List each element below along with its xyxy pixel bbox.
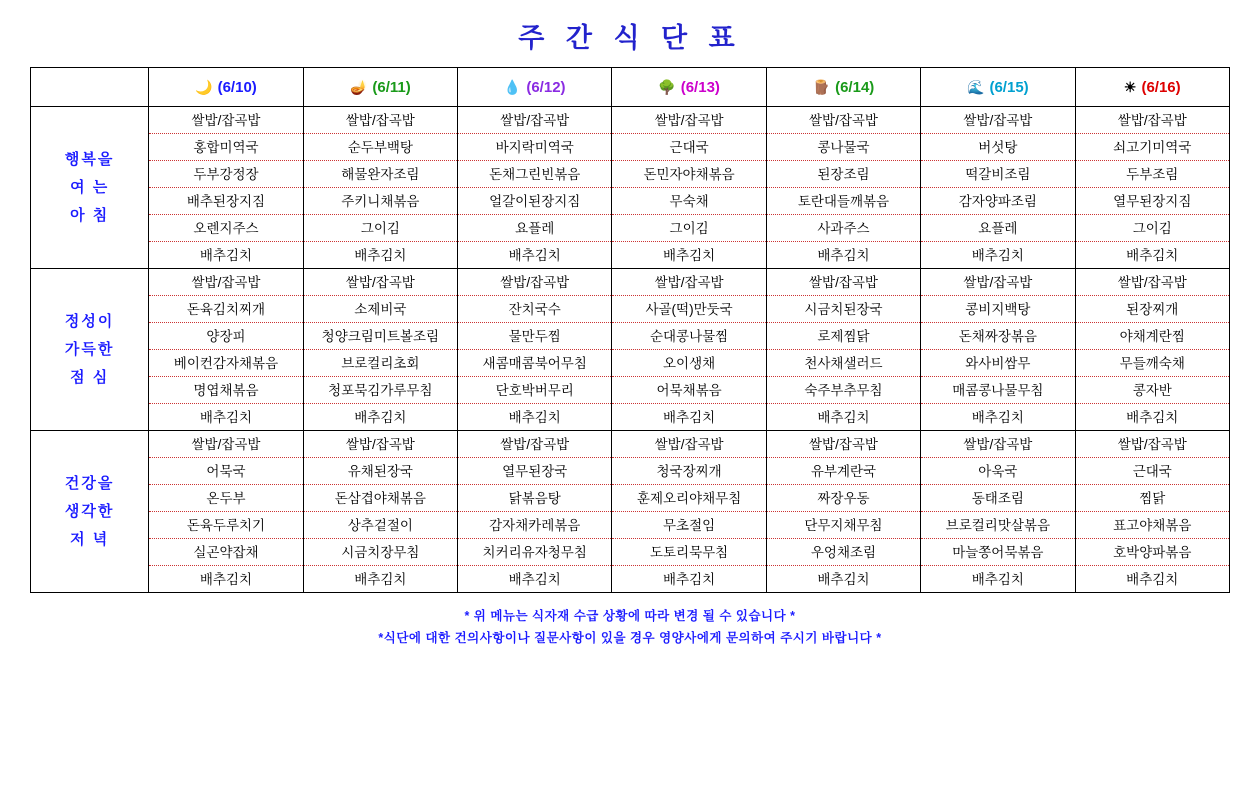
- meal-item: 시금치장무침: [304, 539, 457, 566]
- meal-item: 유채된장국: [304, 458, 457, 485]
- meal-item: 쌀밥/잡곡밥: [612, 269, 765, 296]
- meal-item: 콩비지백탕: [921, 296, 1074, 323]
- meal-cell: [303, 107, 457, 269]
- meal-item-list: [304, 269, 457, 430]
- note-line-0: * 위 메뉴는 식자재 수급 상황에 따라 변경 될 수 있습니다 *: [464, 609, 796, 623]
- meal-item: 배추김치: [663, 248, 716, 263]
- meal-item: 배추김치: [508, 248, 561, 263]
- meal-item: 배추김치: [971, 572, 1024, 587]
- meal-item: 사과주스: [767, 215, 920, 242]
- meal-item: 무초절임: [612, 512, 765, 539]
- meal-item: 무들깨숙채: [1076, 350, 1229, 377]
- header-day-label-5: (6/15): [989, 78, 1029, 96]
- meal-item: 돈육두루치기: [149, 512, 302, 539]
- meal-item: 떡갈비조림: [921, 161, 1074, 188]
- meal-cell: [458, 431, 612, 593]
- meal-row-label-line: 생각한: [64, 502, 115, 520]
- meal-cell: [149, 269, 303, 431]
- meal-item: 배추김치: [1126, 572, 1179, 587]
- meal-item: 감자채카레볶음: [458, 512, 611, 539]
- meal-item: 도토리묵무침: [612, 539, 765, 566]
- meal-item: 마늘쫑어묵볶음: [921, 539, 1074, 566]
- meal-item: 바지락미역국: [458, 134, 611, 161]
- meal-item: 잔치국수: [458, 296, 611, 323]
- note-line-1: *식단에 대한 건의사항이나 질문사항이 있을 경우 영양사에게 문의하여 주시기 바랍니다 *: [378, 631, 882, 645]
- meal-item: 해물완자조림: [304, 161, 457, 188]
- meal-item: 배추김치: [817, 248, 870, 263]
- meal-item: 무숙채: [612, 188, 765, 215]
- meal-cell: [612, 269, 766, 431]
- meal-item-list: [458, 431, 611, 592]
- meal-item: 쌀밥/잡곡밥: [304, 107, 457, 134]
- meal-item: 요플레: [458, 215, 611, 242]
- day-icon-0: 🌙: [195, 79, 213, 95]
- meal-item-list: [1076, 107, 1229, 268]
- meal-item: 두부조림: [1076, 161, 1229, 188]
- meal-item: 매콤콩나물무침: [921, 377, 1074, 404]
- meal-item-list: [612, 269, 765, 430]
- meal-item: 배추된장지짐: [149, 188, 302, 215]
- meal-item: 명엽채볶음: [149, 377, 302, 404]
- meal-item: 배추김치: [1126, 248, 1179, 263]
- meal-item: 배추김치: [354, 572, 407, 587]
- meal-item: 상추겉절이: [304, 512, 457, 539]
- meal-cell: [612, 107, 766, 269]
- page-title: 주 간 식 단 표: [518, 23, 742, 53]
- meal-item: 새콤매콤북어무침: [458, 350, 611, 377]
- meal-item: 배추김치: [971, 410, 1024, 425]
- meal-item: 그이김: [304, 215, 457, 242]
- meal-row-label-line: 가득한: [64, 340, 115, 358]
- meal-item: 브로컬리초회: [304, 350, 457, 377]
- meal-item: 쌀밥/잡곡밥: [304, 269, 457, 296]
- meal-row-label-2: [31, 431, 149, 593]
- meal-cell: [303, 269, 457, 431]
- meal-item-list: [458, 107, 611, 268]
- meal-item: 실곤약잡채: [149, 539, 302, 566]
- meal-item-list: [149, 269, 302, 430]
- meal-item: 닭볶음탕: [458, 485, 611, 512]
- meal-cell: [303, 431, 457, 593]
- meal-cell: [149, 431, 303, 593]
- meal-cell: [921, 431, 1075, 593]
- meal-item: 청포묵김가루무침: [304, 377, 457, 404]
- meal-item: 짜장우동: [767, 485, 920, 512]
- meal-item: 배추김치: [199, 410, 253, 425]
- meal-item: 배추김치: [508, 572, 561, 587]
- meal-cell: [766, 107, 920, 269]
- meal-item: 그이김: [612, 215, 765, 242]
- meal-item: 그이김: [1076, 215, 1229, 242]
- meal-cell: [1075, 107, 1229, 269]
- weekly-menu-table: [30, 67, 1230, 593]
- meal-item: 쌀밥/잡곡밥: [458, 431, 611, 458]
- meal-item: 쌀밥/잡곡밥: [921, 107, 1074, 134]
- meal-item: 홍합미역국: [149, 134, 302, 161]
- meal-item: 순두부백탕: [304, 134, 457, 161]
- meal-row-label-line: 점 심: [70, 368, 110, 386]
- meal-item: 배추김치: [971, 248, 1024, 263]
- meal-item: 배추김치: [354, 248, 407, 263]
- meal-item: 쌀밥/잡곡밥: [458, 269, 611, 296]
- meal-row-label-line: 아 침: [70, 206, 110, 224]
- meal-item: 우엉채조림: [767, 539, 920, 566]
- meal-row-label-line: 정성이: [64, 312, 115, 330]
- meal-item-list: [767, 431, 920, 592]
- meal-item-list: [767, 107, 920, 268]
- day-icon-5: 🌊: [967, 79, 985, 95]
- meal-item: 청양크림미트볼조림: [304, 323, 457, 350]
- header-day-0: [149, 68, 303, 107]
- meal-item: 얼갈이된장지짐: [458, 188, 611, 215]
- meal-row-label-0: [31, 107, 149, 269]
- meal-item: 유부계란국: [767, 458, 920, 485]
- meal-item: 쌀밥/잡곡밥: [767, 107, 920, 134]
- meal-item: 치커리유자청무침: [458, 539, 611, 566]
- meal-cell: [1075, 431, 1229, 593]
- meal-item: 열무된장지짐: [1076, 188, 1229, 215]
- header-day-label-4: (6/14): [835, 78, 875, 96]
- meal-item: 배추김치: [1126, 410, 1179, 425]
- meal-item: 두부강정장: [149, 161, 302, 188]
- meal-item: 요플레: [921, 215, 1074, 242]
- meal-item: 버섯탕: [921, 134, 1074, 161]
- header-day-1: [303, 68, 457, 107]
- meal-item: 쌀밥/잡곡밥: [149, 431, 302, 458]
- meal-row: [31, 107, 1230, 269]
- meal-item-list: [921, 431, 1074, 592]
- table-header-row: [31, 68, 1230, 107]
- header-day-label-6: (6/16): [1141, 78, 1181, 96]
- meal-item: 훈제오리야채무침: [612, 485, 765, 512]
- meal-item: 단호박버무리: [458, 377, 611, 404]
- header-day-label-0: (6/10): [217, 78, 257, 96]
- meal-item: 쌀밥/잡곡밥: [304, 431, 457, 458]
- meal-row: [31, 269, 1230, 431]
- meal-item: 쌀밥/잡곡밥: [1076, 431, 1229, 458]
- meal-item: 돈채짜장볶음: [921, 323, 1074, 350]
- meal-cell: [921, 107, 1075, 269]
- meal-item: 배추김치: [663, 572, 716, 587]
- meal-item: 배추김치: [354, 410, 407, 425]
- table-body: [31, 107, 1230, 593]
- meal-item: 주키니채볶음: [304, 188, 457, 215]
- meal-item-list: [1076, 431, 1229, 592]
- meal-item: 로제찜닭: [767, 323, 920, 350]
- meal-item: 배추김치: [199, 248, 253, 263]
- meal-item: 돈채그린빈볶음: [458, 161, 611, 188]
- meal-item: 배추김치: [817, 572, 870, 587]
- header-day-2: [458, 68, 612, 107]
- meal-cell: [1075, 269, 1229, 431]
- meal-item: 배추김치: [199, 572, 253, 587]
- meal-item: 된장조림: [767, 161, 920, 188]
- meal-item: 오이생채: [612, 350, 765, 377]
- meal-item: 쌀밥/잡곡밥: [767, 431, 920, 458]
- meal-item: 온두부: [149, 485, 302, 512]
- meal-item: 쌀밥/잡곡밥: [921, 269, 1074, 296]
- header-day-label-2: (6/12): [526, 78, 566, 96]
- meal-item-list: [767, 269, 920, 430]
- meal-item: 찜닭: [1076, 485, 1229, 512]
- meal-row-label-line: 저 녁: [70, 530, 110, 548]
- meal-item: 베이컨감자채볶음: [149, 350, 302, 377]
- meal-item: 된장찌개: [1076, 296, 1229, 323]
- meal-item-list: [149, 431, 302, 592]
- header-day-4: [766, 68, 920, 107]
- meal-row-label-1: [31, 269, 149, 431]
- day-icon-1: 🪔: [349, 79, 368, 95]
- meal-cell: [921, 269, 1075, 431]
- meal-item: 청국장찌개: [612, 458, 765, 485]
- meal-item: 브로컬리맛살볶음: [921, 512, 1074, 539]
- meal-item: 와사비쌈무: [921, 350, 1074, 377]
- meal-item-list: [149, 107, 302, 268]
- meal-item: 배추김치: [663, 410, 716, 425]
- meal-item-list: [458, 269, 611, 430]
- meal-cell: [149, 107, 303, 269]
- meal-item: 토란대들깨볶음: [767, 188, 920, 215]
- meal-item: 야채계란찜: [1076, 323, 1229, 350]
- meal-row-label-line: 여 는: [70, 178, 110, 196]
- meal-item: 표고야채볶음: [1076, 512, 1229, 539]
- meal-item: 쌀밥/잡곡밥: [612, 431, 765, 458]
- notes-section: [0, 605, 1260, 649]
- meal-item: 호박양파볶음: [1076, 539, 1229, 566]
- meal-item: 사골(떡)만둣국: [612, 296, 765, 323]
- meal-cell: [458, 107, 612, 269]
- meal-item: 근대국: [612, 134, 765, 161]
- meal-item: 시금치된장국: [767, 296, 920, 323]
- meal-cell: [766, 431, 920, 593]
- meal-item: 쌀밥/잡곡밥: [612, 107, 765, 134]
- day-icon-6: ☀: [1123, 79, 1137, 95]
- meal-item: 숙주부추무침: [767, 377, 920, 404]
- meal-item-list: [921, 269, 1074, 430]
- meal-cell: [766, 269, 920, 431]
- meal-item: 양장피: [149, 323, 302, 350]
- meal-item: 돈삼겹야채볶음: [304, 485, 457, 512]
- meal-item: 돈민자야채볶음: [612, 161, 765, 188]
- meal-item: 콩나물국: [767, 134, 920, 161]
- header-corner-cell: [31, 68, 149, 107]
- meal-item: 돈육김치찌개: [149, 296, 302, 323]
- meal-item: 단무지채무침: [767, 512, 920, 539]
- meal-row-label-line: 건강을: [64, 474, 115, 492]
- day-icon-2: 💧: [503, 79, 522, 95]
- meal-item-list: [1076, 269, 1229, 430]
- meal-item: 아욱국: [921, 458, 1074, 485]
- header-day-3: [612, 68, 766, 107]
- meal-item: 쌀밥/잡곡밥: [458, 107, 611, 134]
- day-icon-4: 🪵: [812, 79, 831, 95]
- meal-item: 콩자반: [1076, 377, 1229, 404]
- meal-item: 순대콩나물찜: [612, 323, 765, 350]
- meal-item: 배추김치: [508, 410, 561, 425]
- meal-item: 근대국: [1076, 458, 1229, 485]
- meal-item: 쌀밥/잡곡밥: [921, 431, 1074, 458]
- meal-item: 어묵국: [149, 458, 302, 485]
- header-day-6: [1075, 68, 1229, 107]
- meal-item: 소제비국: [304, 296, 457, 323]
- meal-item-list: [921, 107, 1074, 268]
- meal-item: 쌀밥/잡곡밥: [1076, 269, 1229, 296]
- day-icon-3: 🌳: [658, 79, 676, 95]
- meal-item: 동태조림: [921, 485, 1074, 512]
- meal-item: 쌀밥/잡곡밥: [149, 107, 302, 134]
- meal-item-list: [304, 431, 457, 592]
- meal-item: 쌀밥/잡곡밥: [1076, 107, 1229, 134]
- meal-item: 열무된장국: [458, 458, 611, 485]
- header-day-label-1: (6/11): [372, 78, 411, 96]
- meal-item: 어묵채볶음: [612, 377, 765, 404]
- meal-cell: [458, 269, 612, 431]
- meal-item: 쌀밥/잡곡밥: [767, 269, 920, 296]
- meal-item: 오렌지주스: [149, 215, 302, 242]
- meal-cell: [612, 431, 766, 593]
- meal-item-list: [304, 107, 457, 268]
- meal-row: [31, 431, 1230, 593]
- meal-item-list: [612, 107, 765, 268]
- meal-item: 천사채샐러드: [767, 350, 920, 377]
- meal-item: 쌀밥/잡곡밥: [149, 269, 302, 296]
- meal-item: 물만두찜: [458, 323, 611, 350]
- meal-item: 배추김치: [817, 410, 870, 425]
- meal-item: 감자양파조림: [921, 188, 1074, 215]
- meal-item: 쇠고기미역국: [1076, 134, 1229, 161]
- header-day-5: [921, 68, 1075, 107]
- meal-item-list: [612, 431, 765, 592]
- header-day-label-3: (6/13): [680, 78, 720, 96]
- meal-row-label-line: 행복을: [64, 150, 115, 168]
